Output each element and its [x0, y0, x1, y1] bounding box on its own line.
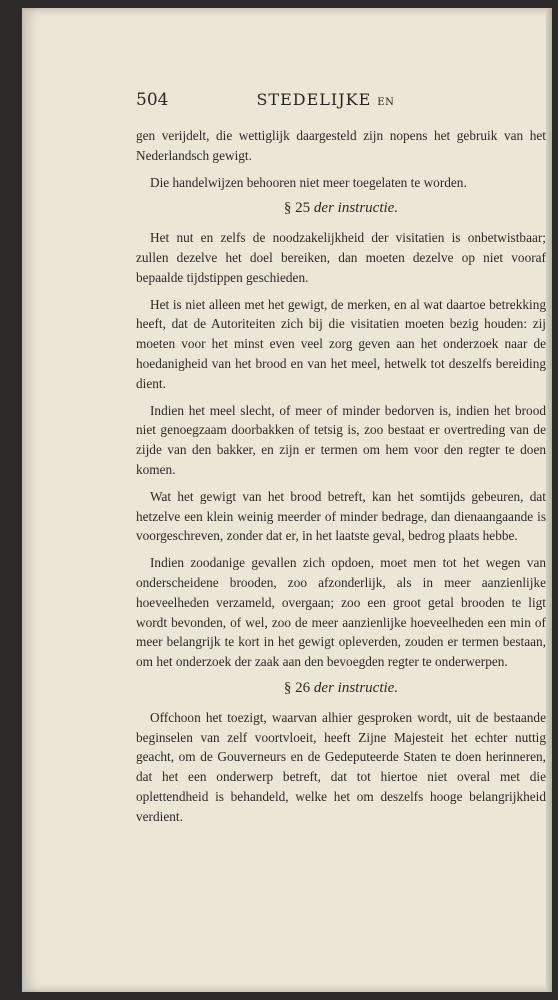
book-page: [22, 8, 552, 992]
paragraph: Indien het meel slecht, of meer of minder bedorven is, indien het brood niet genoegzaam doorbakken of tetsig is, zoo bestaat er overtreding van de zijde van den bakker, en zijn er termen om hem voor den regter te doen komen.: [136, 402, 546, 477]
page-number: 504: [136, 90, 169, 110]
running-header: [136, 90, 426, 110]
paragraph: Die handelwijzen behooren niet meer toegelaten te worden.: [150, 174, 467, 190]
section-heading: [136, 679, 546, 699]
running-title: [256, 90, 394, 109]
paragraph: Offchoon het toezigt, waarvan alhier gesproken wordt, uit de bestaande beginselen van zelf voortvloeit, heeft Zijne Majesteit het echter nuttig geacht, om de Gouverneurs en de Gedeputeerde Staten te doen herinneren, dat het een onderwerp betreft, dat tot hiertoe niet overal met die oplettendheid is behandeld, welke het om deszelfs hooge belangrijkheid verdient.: [136, 709, 546, 824]
paragraph: Het is niet alleen met het gewigt, de merken, en al wat daartoe betrekking heeft, dat de Autoriteiten zich bij die visitatien moeten bezig houden: zij moeten voor het minst even veel zorg geven aan het onderzoek naar de hoedanigheid van het brood en van het meel, hetwelk tot deszelfs bereiding dient.: [136, 296, 546, 391]
paragraph: gen verijdelt, die wettiglijk daargesteld zijn nopens het gebruik van het Nederlandsch gewigt.: [136, 128, 546, 163]
section-heading: [136, 199, 546, 219]
running-title-suffix: EN: [377, 97, 395, 108]
section-title: der instructie.: [313, 679, 399, 696]
paragraph: Wat het gewigt van het brood betreft, kan het somtijds gebeuren, dat hetzelve een klein weinig meerder of minder bedrage, dan dienaangaande is voorgeschreven, zonder dat er, in het laatste geval, bedrog plaats hebbe.: [136, 488, 546, 544]
page-body: [136, 126, 546, 834]
section-title: der instructie.: [313, 200, 399, 217]
section-number: § 26: [283, 679, 314, 696]
paragraph: Het nut en zelfs de noodzakelijkheid der visitatien is onbetwistbaar; zullen dezelve het doel bereiken, dan moeten dezelve op niet vooraf bepaalde tijdstippen geschieden.: [136, 230, 546, 285]
section-number: § 25: [283, 200, 314, 217]
running-title-main: STEDELIJKE: [256, 90, 372, 109]
paragraph: Indien zoodanige gevallen zich opdoen, moet men tot het wegen van onderscheidene brooden, zoo afzonderlijk, als in meer aanzienlijke hoeveelheden verzameld, overgaan; zoo een groot getal brooden te ligt wordt bevonden, of wel, zoo de meer aanzienlijke hoeveelheden een min of meer belangrijk te kort in het gewigt opleverden, zouden er termen bestaan, om het onderzoek der zaak aan den bevoegden regter te onderwerpen.: [136, 555, 546, 670]
page-edge: [546, 8, 552, 992]
